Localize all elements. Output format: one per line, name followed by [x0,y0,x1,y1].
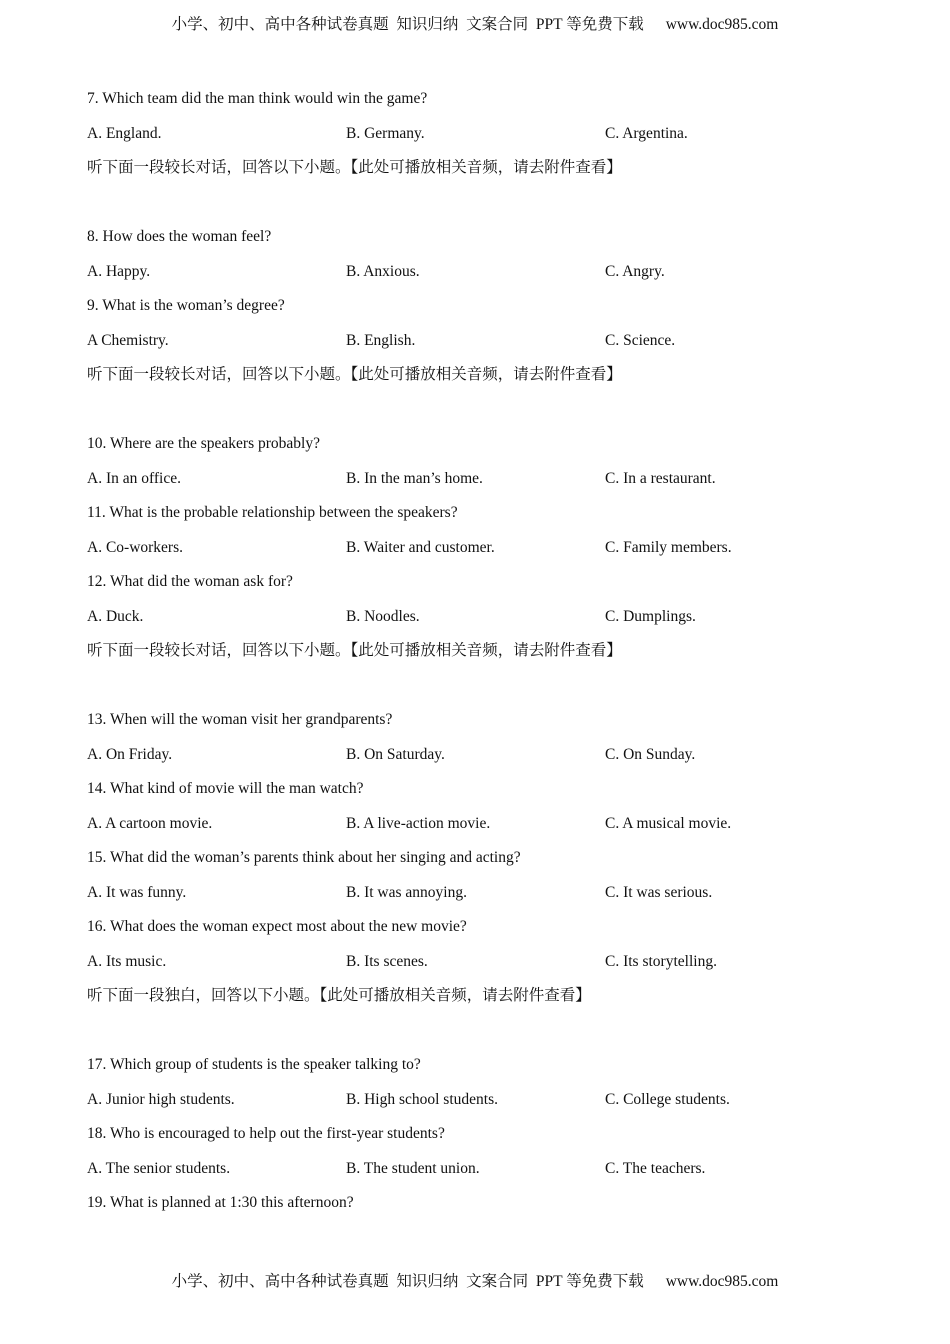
answer-option: A. It was funny. [87,883,187,901]
question-text: 18. Who is encouraged to help out the first-year students? [87,1125,445,1142]
answer-option: B. Its scenes. [346,952,428,970]
audio-instruction: 听下面一段独白，回答以下小题。【此处可播放相关音频，请去附件查看】 [87,987,591,1004]
question-text: 13. When will the woman visit her grandparents? [87,711,393,728]
audio-instruction: 听下面一段较长对话，回答以下小题。【此处可播放相关音频，请去附件查看】 [87,366,622,383]
question-text: 7. Which team did the man think would win the game? [87,90,428,107]
audio-instruction: 听下面一段较长对话，回答以下小题。【此处可播放相关音频，请去附件查看】 [87,642,622,659]
footer-text: 小学、初中、高中各种试卷真题 知识归纳 文案合同 PPT 等免费下载 [171,1273,644,1290]
answer-option: C. The teachers. [605,1159,706,1177]
question-text: 19. What is planned at 1:30 this afternoon? [87,1194,354,1211]
answer-option: B. High school students. [346,1090,498,1108]
answer-options [87,324,867,359]
answer-options [87,531,867,566]
answer-option: B. Noodles. [346,607,420,625]
question-text: 15. What did the woman’s parents think about her singing and acting? [87,849,521,866]
answer-option: A. Co-workers. [87,538,183,556]
answer-option: B. In the man’s home. [346,469,483,487]
answer-option: C. Dumplings. [605,607,696,625]
answer-option: B. It was annoying. [346,883,467,901]
answer-option: A. In an office. [87,469,181,487]
answer-option: C. Family members. [605,538,732,556]
answer-option: A Chemistry. [87,331,169,349]
answer-options [87,255,867,290]
answer-option: C. In a restaurant. [605,469,716,487]
answer-options [87,600,867,635]
answer-option: C. On Sunday. [605,745,696,763]
answer-option: A. A cartoon movie. [87,814,213,832]
answer-option: A. On Friday. [87,745,173,763]
question-text: 16. What does the woman expect most about the new movie? [87,918,467,935]
footer-url: www.doc985.com [665,1273,779,1290]
question-text: 14. What kind of movie will the man watch? [87,780,364,797]
question-text: 17. Which group of students is the speaker talking to? [87,1056,421,1073]
answer-option: B. English. [346,331,416,349]
answer-options [87,945,867,980]
question-text: 11. What is the probable relationship between the speakers? [87,504,458,521]
answer-option: A. Happy. [87,262,151,280]
answer-option: B. A live-action movie. [346,814,491,832]
page-header [0,12,950,34]
answer-option: A. The senior students. [87,1159,231,1177]
answer-option: A. Duck. [87,607,144,625]
page-footer [0,1269,950,1291]
answer-option: A. England. [87,124,162,142]
answer-option: C. Argentina. [605,124,688,142]
header-url: www.doc985.com [665,16,779,33]
answer-option: A. Its music. [87,952,167,970]
question-text: 12. What did the woman ask for? [87,573,293,590]
answer-option: B. Waiter and customer. [346,538,495,556]
answer-options [87,462,867,497]
answer-options [87,117,867,152]
answer-option: B. Germany. [346,124,425,142]
answer-option: C. A musical movie. [605,814,732,832]
answer-option: C. College students. [605,1090,730,1108]
answer-option: C. Its storytelling. [605,952,717,970]
answer-options [87,1152,867,1187]
answer-option: B. On Saturday. [346,745,445,763]
answer-options [87,1083,867,1118]
question-text: 8. How does the woman feel? [87,228,272,245]
answer-options [87,738,867,773]
question-text: 10. Where are the speakers probably? [87,435,320,452]
answer-option: A. Junior high students. [87,1090,235,1108]
question-list [87,82,867,1221]
answer-option: B. Anxious. [346,262,420,280]
header-text: 小学、初中、高中各种试卷真题 知识归纳 文案合同 PPT 等免费下载 [171,16,644,33]
answer-options [87,807,867,842]
answer-option: B. The student union. [346,1159,480,1177]
answer-option: C. Science. [605,331,676,349]
question-text: 9. What is the woman’s degree? [87,297,285,314]
answer-option: C. It was serious. [605,883,713,901]
answer-options [87,876,867,911]
audio-instruction: 听下面一段较长对话，回答以下小题。【此处可播放相关音频，请去附件查看】 [87,159,622,176]
answer-option: C. Angry. [605,262,665,280]
